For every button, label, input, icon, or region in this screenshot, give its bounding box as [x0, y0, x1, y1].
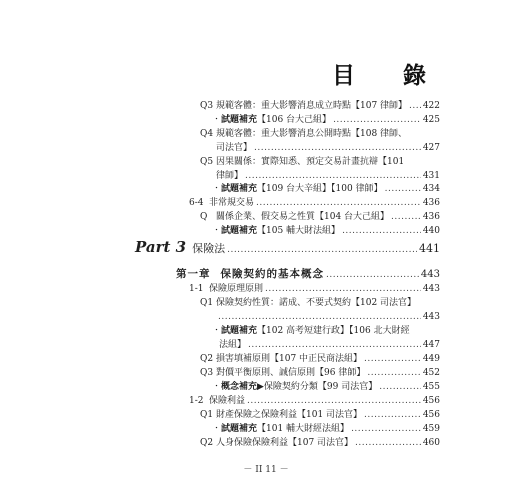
dot-leader: [385, 183, 421, 195]
dot-leader: [248, 339, 421, 351]
toc-entry[interactable]: [212, 423, 440, 435]
dot-leader: [391, 211, 421, 223]
toc-entry-number: Q3: [200, 101, 214, 111]
toc-entry[interactable]: [216, 311, 440, 323]
dot-leader: [367, 367, 420, 379]
toc-entry-title: 財產保險之保險利益【101 司法官】: [216, 410, 363, 420]
toc-entry-title: ‧試題補充【102 高考短建行政】【106 北大財經: [212, 326, 410, 336]
dot-leader: [254, 142, 421, 154]
toc-page-number: 459: [422, 424, 440, 434]
toc-page-number: 427: [422, 143, 440, 153]
dot-leader: [409, 100, 421, 112]
toc-entry-title: 規範客體：重大影響消息公開時點【108 律師、: [216, 129, 408, 139]
toc-page-number: 443: [422, 284, 440, 294]
toc-page-number: 449: [422, 354, 440, 364]
toc-entry[interactable]: [189, 197, 440, 209]
toc-entry-number: Part 3: [135, 238, 187, 256]
dot-leader: [245, 170, 421, 182]
toc-entry-number: 6-4: [189, 198, 204, 208]
toc-entry-title: 律師】: [216, 171, 244, 181]
toc-page-number: 422: [422, 101, 440, 111]
dot-leader: [256, 197, 421, 209]
toc-entry-title: 因果關係：實際知悉、預定交易計畫抗辯【101: [216, 157, 405, 167]
toc-entry[interactable]: [212, 381, 440, 393]
dot-leader: [364, 353, 421, 365]
toc-entry-title: 人身保險保險利益【107 司法官】: [216, 438, 354, 448]
toc-entry-number: 1-1: [189, 284, 204, 294]
toc-entry[interactable]: [212, 183, 440, 195]
toc-entry[interactable]: [200, 437, 440, 449]
toc-entry[interactable]: [200, 156, 440, 168]
toc-page-number: 425: [422, 115, 440, 125]
toc-entry[interactable]: [212, 114, 440, 126]
toc-entry-title: 損害填補原則【107 中正民商法組】: [216, 354, 363, 364]
toc-entry-title: ‧試題補充【101 輔大財經法組】: [212, 424, 350, 434]
toc-entry-number: Q5: [200, 157, 214, 167]
dot-leader: [342, 225, 421, 237]
toc-page-number: 441: [419, 242, 440, 255]
toc-entry[interactable]: [212, 325, 440, 337]
toc-entry-number: Q4: [200, 129, 214, 139]
toc-page-number: 436: [422, 198, 440, 208]
toc-heading: 目 錄: [332, 62, 447, 89]
toc-page-number: 456: [422, 410, 440, 420]
toc-entry-title: 保險法: [192, 242, 226, 255]
toc-entry[interactable]: [200, 367, 440, 379]
toc-entry-number: 第一章: [176, 268, 211, 280]
toc-entry-title: 保險契約性質：諾成、不要式契約【102 司法官】: [216, 298, 417, 308]
toc-entry[interactable]: [189, 395, 440, 407]
toc-entry-title: 關係企業、假交易之性質【104 台大己組】: [216, 212, 390, 222]
toc-entry-title: 規範客體：重大影響消息成立時點【107 律師】: [216, 101, 408, 111]
toc-page-number: 436: [422, 212, 440, 222]
toc-entry-title: 對價平衡原則、誠信原則【96 律師】: [216, 368, 366, 378]
toc-entry-title: 司法官】: [216, 143, 253, 153]
dot-leader: [265, 283, 421, 295]
toc-entry[interactable]: [135, 238, 440, 256]
toc-page-number: 460: [422, 438, 440, 448]
toc-page-number: 455: [422, 382, 440, 392]
toc-entry[interactable]: [216, 142, 440, 154]
toc-entry-title: ‧概念補充▶保險契約分類【99 司法官】: [212, 382, 378, 392]
toc-entry-number: Q2: [200, 354, 214, 364]
toc-entry[interactable]: [200, 211, 440, 223]
toc-entry-title: 法組】: [219, 340, 247, 350]
toc-page-number: 434: [422, 184, 440, 194]
toc-entry-number: Q: [200, 212, 208, 222]
dot-leader: [379, 381, 421, 393]
dot-leader: [351, 423, 421, 435]
toc-entry[interactable]: [200, 100, 440, 112]
toc-entry[interactable]: [200, 128, 440, 140]
page-footer: － II 11 －: [243, 465, 289, 475]
toc-entry-number: Q1: [200, 410, 214, 420]
toc-page-number: 452: [422, 368, 440, 378]
toc-page-number: 456: [422, 396, 440, 406]
toc-page-number: 440: [422, 226, 440, 236]
dot-leader: [218, 311, 421, 323]
toc-entry-title: ‧試題補充【105 輔大財法組】: [212, 226, 341, 236]
toc-entry-title: 非常規交易: [209, 198, 255, 208]
toc-entry[interactable]: [200, 297, 440, 309]
toc-entry-title: 保險原理原則: [209, 284, 264, 294]
toc-entry[interactable]: [219, 339, 440, 351]
toc-entry-title: 保險利益: [209, 396, 246, 406]
toc-entry[interactable]: [200, 409, 440, 421]
toc-entry[interactable]: [189, 283, 440, 295]
toc-entry-title: ‧試題補充【109 台大辛組】【100 律師】: [212, 184, 383, 194]
toc-entry-number: 1-2: [189, 396, 204, 406]
dot-leader: [247, 395, 421, 407]
dot-leader: [333, 114, 421, 126]
toc-entry-title: 保險契約的基本概念: [220, 268, 324, 280]
dot-leader: [364, 409, 421, 421]
toc-entry-title: ‧試題補充【106 台大己組】: [212, 115, 332, 125]
toc-entry[interactable]: [176, 268, 440, 281]
toc-entry[interactable]: [216, 170, 440, 182]
toc-page-number: 447: [422, 340, 440, 350]
toc-entry-number: Q1: [200, 298, 214, 308]
toc-entry-number: Q3: [200, 368, 214, 378]
toc-entry-number: Q2: [200, 438, 214, 448]
toc-entry[interactable]: [200, 353, 440, 365]
dot-leader: [326, 269, 419, 281]
dot-leader: [355, 437, 421, 449]
dot-leader: [227, 244, 417, 256]
toc-page-number: 443: [422, 312, 440, 322]
toc-entry[interactable]: [212, 225, 440, 237]
toc-page-number: 443: [420, 269, 440, 280]
toc-page-number: 431: [422, 171, 440, 181]
